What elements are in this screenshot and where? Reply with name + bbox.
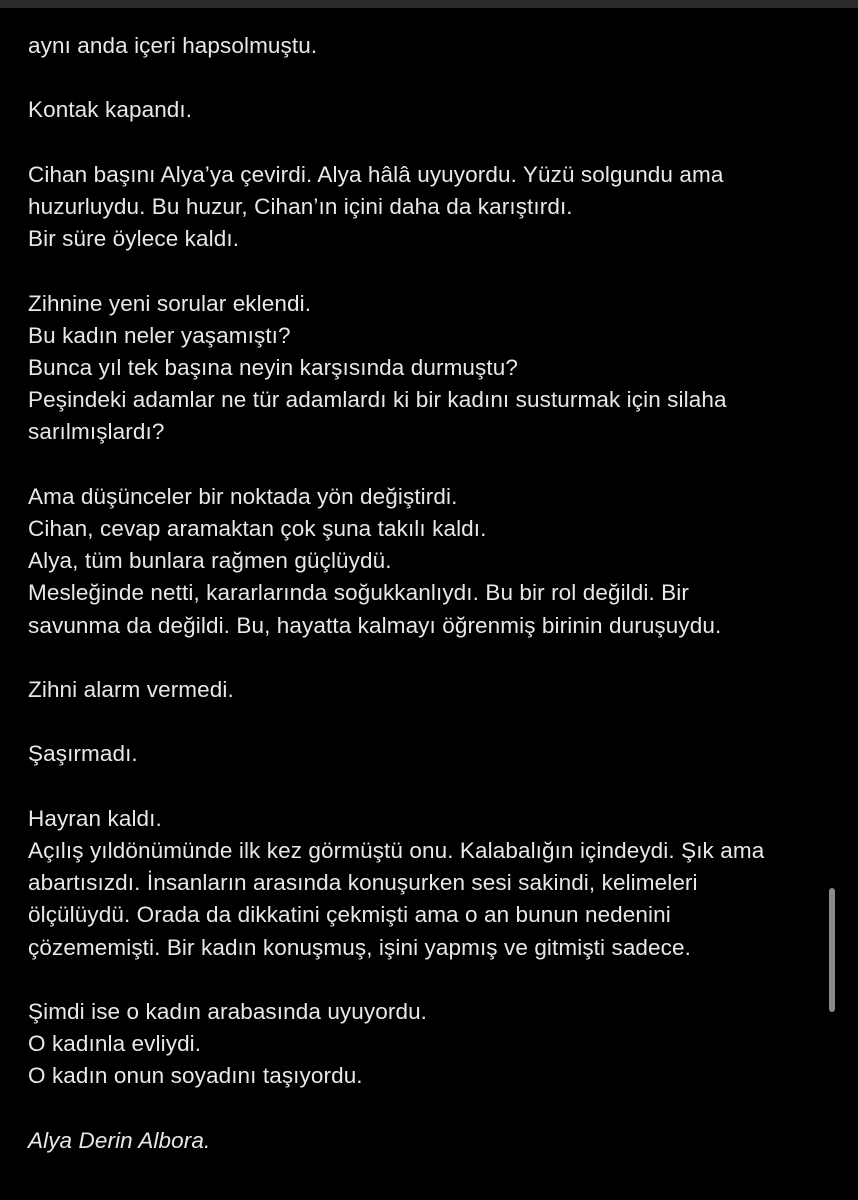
text-line: Şimdi ise o kadın arabasında uyuyordu. <box>28 998 428 1024</box>
text-line: abartısızdı. İnsanların arasında konuşurken sesi sakindi, kelimeleri <box>28 870 698 896</box>
text-line: savunma da değildi. Bu, hayatta kalmayı öğrenmiş birinin duruşuydu. <box>28 612 722 638</box>
text-line: Kontak kapandı. <box>28 97 193 123</box>
paragraph <box>28 674 818 706</box>
text-line: Mesleğinde netti, kararlarında soğukkanlıydı. Bu bir rol değildi. Bir <box>28 580 689 606</box>
text-line: Alya, tüm bunlara rağmen güçlüydü. <box>28 548 392 574</box>
paragraph <box>28 738 818 770</box>
text-line: Zihni alarm vermedi. <box>28 676 234 702</box>
text-line: Cihan başını Alya’ya çevirdi. Alya hâlâ uyuyordu. Yüzü solgundu ama <box>28 161 724 187</box>
paragraph <box>28 94 818 126</box>
paragraph <box>28 803 818 964</box>
text-line: Bunca yıl tek başına neyin karşısında durmuştu? <box>28 354 518 380</box>
paragraph <box>28 159 818 256</box>
scrollbar-thumb[interactable] <box>829 888 835 1012</box>
text-line: Peşindeki adamlar ne tür adamlardı ki bir kadını susturmak için silaha <box>28 387 727 413</box>
text-line: Bu kadın neler yaşamıştı? <box>28 322 291 348</box>
text-line: sarılmışlardı? <box>28 419 165 445</box>
text-line: O kadın onun soyadını taşıyordu. <box>28 1063 363 1089</box>
text-line: Zihnine yeni sorular eklendi. <box>28 290 312 316</box>
text-line: aynı anda içeri hapsolmuştu. <box>28 33 318 58</box>
paragraph <box>28 288 818 449</box>
signature-paragraph <box>28 1125 818 1157</box>
paragraph <box>28 481 818 642</box>
text-line: Açılış yıldönümünde ilk kez görmüştü onu. Kalabalığın içindeydi. Şık ama <box>28 837 765 863</box>
text-line: Hayran kaldı. <box>28 805 162 831</box>
text-line: O kadınla evliydi. <box>28 1031 202 1057</box>
paragraph <box>28 30 818 62</box>
top-status-strip <box>0 0 858 8</box>
paragraph <box>28 996 818 1093</box>
text-line: Bir süre öylece kaldı. <box>28 226 240 252</box>
text-line: Ama düşünceler bir noktada yön değiştirdi. <box>28 483 458 509</box>
text-line: ölçülüydü. Orada da dikkatini çekmişti ama o an bunun nedenini <box>28 902 671 928</box>
author-signature: Alya Derin Albora. <box>28 1127 211 1153</box>
text-line: Şaşırmadı. <box>28 741 138 767</box>
text-line: çözememişti. Bir kadın konuşmuş, işini yapmış ve gitmişti sadece. <box>28 934 691 960</box>
text-line: huzurluydu. Bu huzur, Cihan’ın içini daha da karıştırdı. <box>28 193 573 219</box>
text-line: Cihan, cevap aramaktan çok şuna takılı kaldı. <box>28 515 487 541</box>
story-text-view[interactable] <box>28 30 818 1189</box>
